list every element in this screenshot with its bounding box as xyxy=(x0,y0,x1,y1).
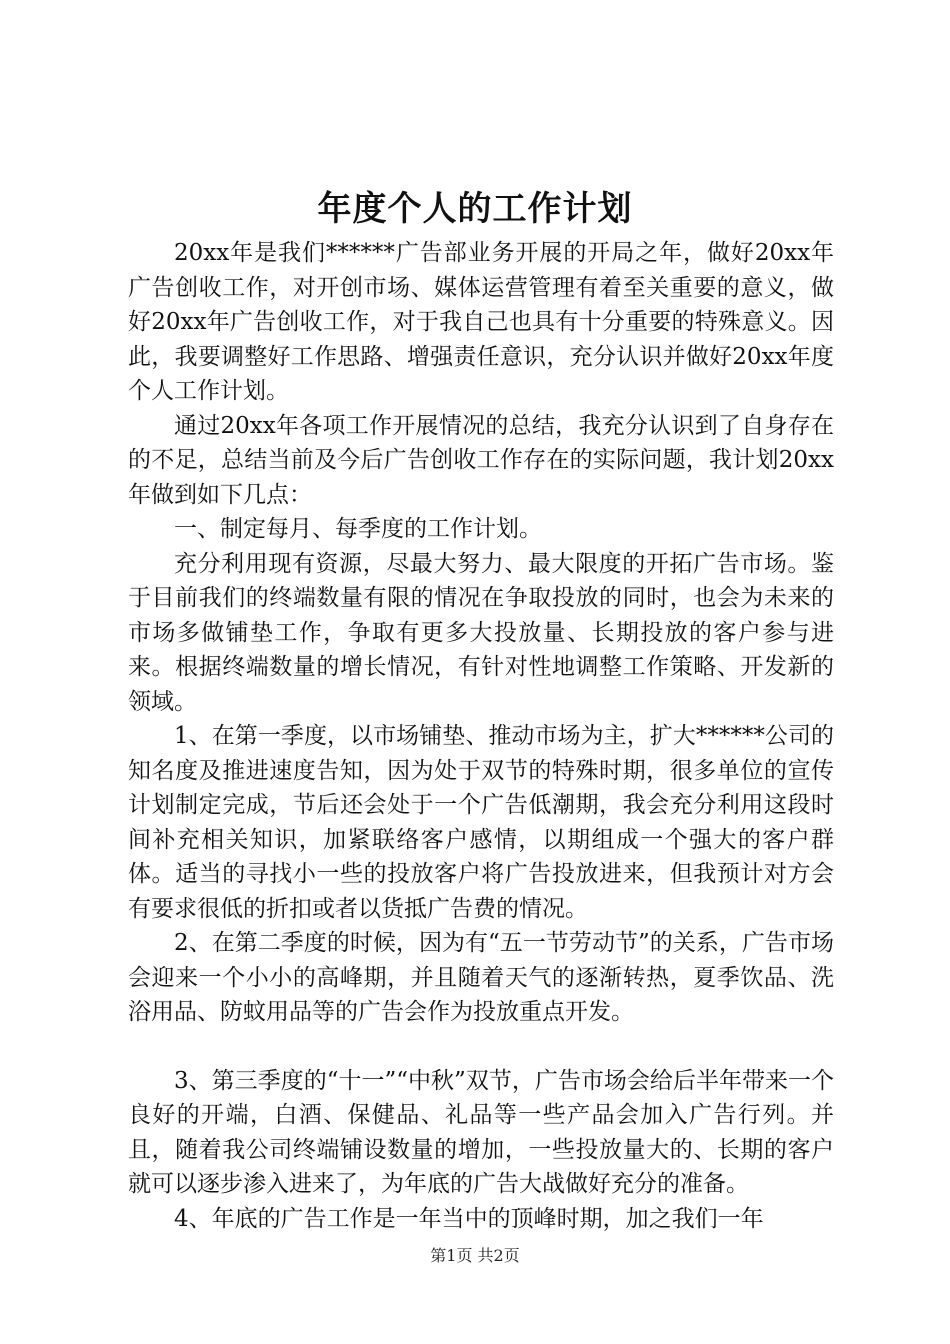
document-body xyxy=(128,236,834,1236)
paragraph-resources: 充分利用现有资源，尽最大努力、最大限度的开拓广告市场。鉴于目前我们的终端数量有限的情况在争取投放的同时，也会为未来的市场多做铺垫工作，争取有更多大投放量、长期投放的客户参与进来。根据终端数量的增长情况，有针对性地调整工作策略、开发新的领域。 xyxy=(128,550,834,715)
paragraph-summary: 通过20xx年各项工作开展情况的总结，我充分认识到了自身存在的不足，总结当前及今后广告创收工作存在的实际问题，我计划20xx年做到如下几点： xyxy=(128,412,834,508)
paragraph-q4: 4、年底的广告工作是一年当中的顶峰时期，加之我们一年 xyxy=(174,1205,764,1232)
document-title: 年度个人的工作计划 xyxy=(317,189,633,229)
page-footer: 第1页 共2页 xyxy=(430,1246,520,1265)
paragraph-q3: 3、第三季度的“十一”“中秋”双节，广告市场会给后半年带来一个良好的开端，白酒、保健品、礼品等一些产品会加入广告行列。并且，随着我公司终端铺设数量的增加，一些投放量大的、长期的客户就可以逐步渗入进来了，为年底的广告大战做好充分的准备。 xyxy=(128,1067,834,1197)
section-heading-1: 一、制定每月、每季度的工作计划。 xyxy=(174,516,542,542)
paragraph-intro: 20xx年是我们******广告部业务开展的开局之年，做好20xx年广告创收工作，对开创市场、媒体运营管理有着至关重要的意义，做好20xx年广告创收工作，对于我自己也具有十分重要的特殊意义。因此，我要调整好工作思路、增强责任意识，充分认识并做好20xx年度个人工作计划。 xyxy=(128,240,834,404)
paragraph-q1: 1、在第一季度，以市场铺垫、推动市场为主，扩大******公司的知名度及推进速度告知，因为处于双节的特殊时期，很多单位的宣传计划制定完成，节后还会处于一个广告低潮期，我会充分利用这段时间补充相关知识，加紧联络客户感情，以期组成一个强大的客户群体。适当的寻找小一些的投放客户将广告投放进来，但我预计对方会有要求很低的折扣或者以货抵广告费的情况。 xyxy=(128,723,834,922)
paragraph-q2: 2、在第二季度的时候，因为有“五一节劳动节”的关系，广告市场会迎来一个小小的高峰期，并且随着天气的逐渐转热，夏季饮品、洗浴用品、防蚊用品等的广告会作为投放重点开发。 xyxy=(128,930,834,1025)
